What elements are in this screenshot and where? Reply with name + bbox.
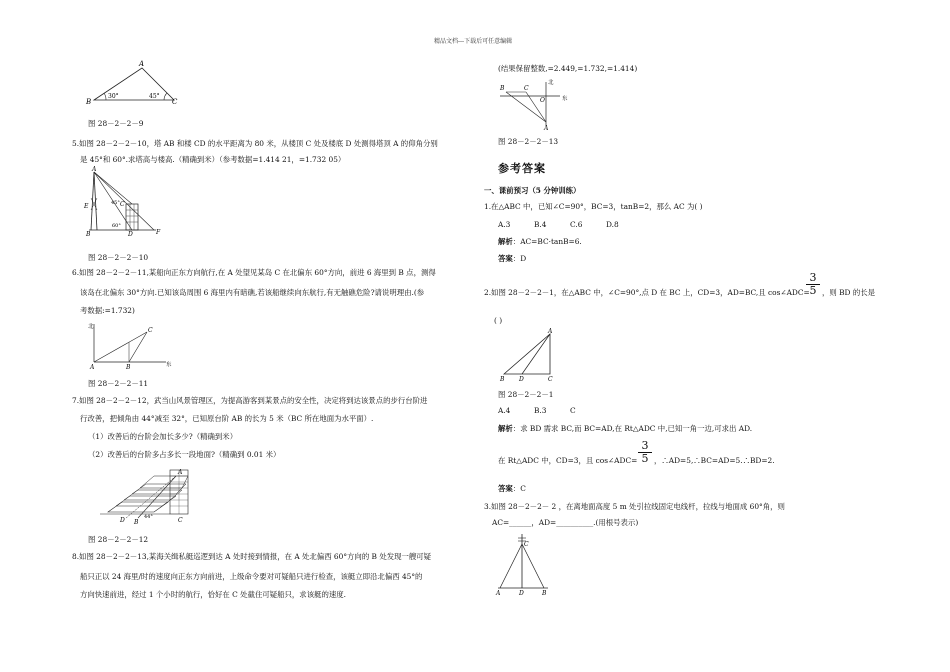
- fig9-label-b: B: [86, 98, 92, 106]
- fig10-angle-45: 45°: [111, 200, 120, 206]
- q8-line2: 船只正以 24 海里/时的速度向正东方向前进，上级命令要对可疑船只进行检查，该艇立即沿北偏西 45°的: [80, 572, 423, 581]
- fig12-label-a: A: [178, 469, 183, 476]
- a3-line2: AC=______，AD=__________.(用根号表示): [492, 518, 639, 527]
- figure-28-2-2-9: [84, 60, 194, 110]
- a2-explain2-fraction: [638, 440, 652, 465]
- fig2-label-a: A: [496, 590, 501, 597]
- a1-option-c: C.6: [570, 220, 583, 229]
- a2-paren: ( ): [494, 316, 503, 325]
- fig13-label-o: O: [540, 97, 545, 104]
- fig11-label-north: 北: [88, 324, 94, 330]
- a2-explanation: [498, 424, 752, 434]
- a1-question: 1.在△ABC 中，已知∠C=90°，BC=3，tanB=2，那么 AC 为( ): [484, 202, 703, 211]
- a2-explain-label: 解析: [498, 424, 513, 433]
- fig12-label-d: D: [120, 517, 125, 524]
- a2-answer-text: ：C: [512, 484, 526, 493]
- fig11-label-c: C: [148, 327, 153, 334]
- a2-answer: [498, 484, 526, 494]
- figure-28-2-2-11: [84, 320, 174, 372]
- fig12-caption: 图 28－2－2－12: [88, 535, 149, 544]
- figure-28-2-2-1: [500, 330, 560, 382]
- section1-heading: 一、课前预习（5 分钟训练）: [484, 186, 581, 195]
- a1-option-a: A.3: [498, 220, 511, 229]
- fig9-label-a: A: [139, 60, 145, 68]
- a2-explain-text: ：求 BD 需求 BC,而 BC=AD,在 Rt△ADC 中,已知一角一边,可求出 AD.: [512, 424, 753, 433]
- q8-note: (结果保留整数,=2.449,=1.732,=1.414): [498, 64, 638, 73]
- q7-line1: 7.如图 28－2－2－12，武当山风景管理区，为提高游客到某景点的安全性，决定将到达该景点的步行台阶进: [72, 396, 428, 405]
- fig11-caption: 图 28－2－2－11: [88, 379, 149, 388]
- a2-explain2-pre: 在 Rt△ADC 中，CD=3，且 cos∠ADC=: [498, 456, 638, 465]
- fig9-caption: 图 28－2－2－9: [88, 119, 144, 128]
- fig10-label-c: C: [120, 201, 125, 208]
- fig12-angle-44: 44°: [144, 514, 153, 520]
- fig2-label-b: B: [542, 590, 547, 597]
- a2-answer-label: 答案: [498, 484, 513, 493]
- fig2-label-c: C: [524, 541, 529, 548]
- fig13-label-a: A: [544, 125, 549, 132]
- fig1-label-b: B: [500, 376, 505, 383]
- a2-question: 2.如图 28－2－2－1，在△ABC 中，∠C=90°,点 D 在 BC 上，CD=3，AD=BC,且 cos∠ADC=: [484, 288, 810, 297]
- fig10-label-e: E: [84, 203, 89, 210]
- fig9-angle-c: 45°: [149, 93, 160, 100]
- fig13-label-north: 北: [548, 80, 554, 86]
- fig11-label-east: 东: [166, 362, 172, 368]
- fig12-label-c: C: [178, 517, 183, 524]
- a1-explanation: [498, 237, 582, 247]
- a1-answer-label: 答案: [498, 254, 513, 263]
- fig10-label-d: D: [128, 231, 133, 238]
- a2-explain2-post: ，∴AD=5,∴BC=AD=5.∴BD=2.: [654, 456, 775, 465]
- figure-28-2-2-12: [98, 462, 198, 526]
- fig10-label-b: B: [86, 231, 91, 238]
- q6-line2: 该岛在北偏东 30°方向.已知该岛周围 6 海里内有暗礁,若该船继续向东航行,有无触礁危险?请说明理由.(参: [80, 288, 425, 297]
- a2-question-end: ，则 BD 的长是: [822, 288, 876, 297]
- a2-frac-num: 3: [809, 271, 817, 284]
- a1-answer-text: ：D: [512, 254, 527, 263]
- fig1-label-a: A: [548, 328, 553, 335]
- fig10-angle-60: 60°: [112, 223, 121, 229]
- fig9-angle-b: 30°: [108, 93, 119, 100]
- a2-option-a: A.4: [498, 406, 511, 415]
- q5-line1: 5.如图 28－2－2－10，塔 AB 和楼 CD 的水平距离为 80 米，从楼顶 C 处及楼底 D 处测得塔顶 A 的仰角分别: [72, 139, 438, 148]
- fig10-label-a: A: [92, 166, 97, 173]
- q7-sub1: （1）改善后的台阶会加长多少?（精确到米）: [88, 432, 238, 441]
- fig9-label-c: C: [172, 98, 178, 106]
- figure-28-2-2-2: [496, 532, 556, 596]
- fig13-label-c: C: [524, 85, 529, 92]
- fig10-caption: 图 28－2－2－10: [88, 253, 149, 262]
- a2-fraction: [806, 272, 820, 297]
- fig12-label-b: B: [134, 519, 139, 526]
- a3-line1: 3.如图 28－2－2－ 2 ，在离地面高度 5 m 处引拉线固定电线杆，拉线与地面成 60°角，则: [484, 502, 785, 511]
- figure-28-2-2-13: [496, 78, 584, 130]
- q8-line3: 方向快速前进，经过 1 个小时的航行，恰好在 C 处截住可疑船只，求该艇的速度.: [80, 590, 346, 599]
- fig1-label-c: C: [548, 376, 553, 383]
- fig10-label-f: F: [156, 229, 161, 236]
- q7-sub2: （2）改善后的台阶多占多长一段地面?（精确到 0.01 米）: [88, 450, 281, 459]
- fig13-label-b: B: [500, 85, 505, 92]
- a2-explain2-num: 3: [641, 439, 649, 452]
- fig11-label-a: A: [90, 364, 95, 371]
- a2-option-c: C: [570, 406, 576, 415]
- a1-explain-label: 解析: [498, 237, 513, 246]
- q6-line3: 考数据:=1.732): [80, 306, 135, 315]
- a2-explain2-den: 5: [641, 452, 649, 465]
- q8-line1: 8.如图 28－2－2－13,某海关缉私艇巡逻到达 A 处时接到情报，在 A 处北偏西 60°方向的 B 处发现一艘可疑: [72, 552, 432, 561]
- a1-option-d: D.8: [606, 220, 619, 229]
- figure-28-2-2-10: [84, 168, 164, 236]
- fig13-caption: 图 28－2－2－13: [498, 137, 559, 146]
- q7-line2: 行改善，把倾角由 44°减至 32°，已知原台阶 AB 的长为 5 米（BC 所在地面为水平面）.: [80, 414, 374, 423]
- q5-line2: 是 45°和 60°.求塔高与楼高.（精确到米）（参考数据=1.414 21，=1.732 05）: [80, 155, 346, 164]
- fig1-caption: 图 28－2－2－1: [498, 390, 554, 399]
- fig1-label-d: D: [519, 376, 524, 383]
- page-header: 精品文档---下载后可任意编辑: [434, 38, 513, 45]
- a1-option-b: B.4: [534, 220, 547, 229]
- fig2-label-d: D: [519, 590, 524, 597]
- a2-frac-den: 5: [809, 284, 817, 297]
- q6-line1: 6.如图 28－2－2－11,某船向正东方向航行,在 A 处望见某岛 C 在北偏东 60°方向，前进 6 海里到 B 点，测得: [72, 268, 436, 277]
- a1-answer: [498, 254, 526, 264]
- fig11-label-b: B: [126, 364, 131, 371]
- a1-explain-text: ：AC=BC·tanB=6.: [512, 237, 582, 246]
- a2-option-b: B.3: [534, 406, 547, 415]
- fig13-label-east: 东: [562, 96, 568, 102]
- answers-title: 参考答案: [498, 162, 546, 175]
